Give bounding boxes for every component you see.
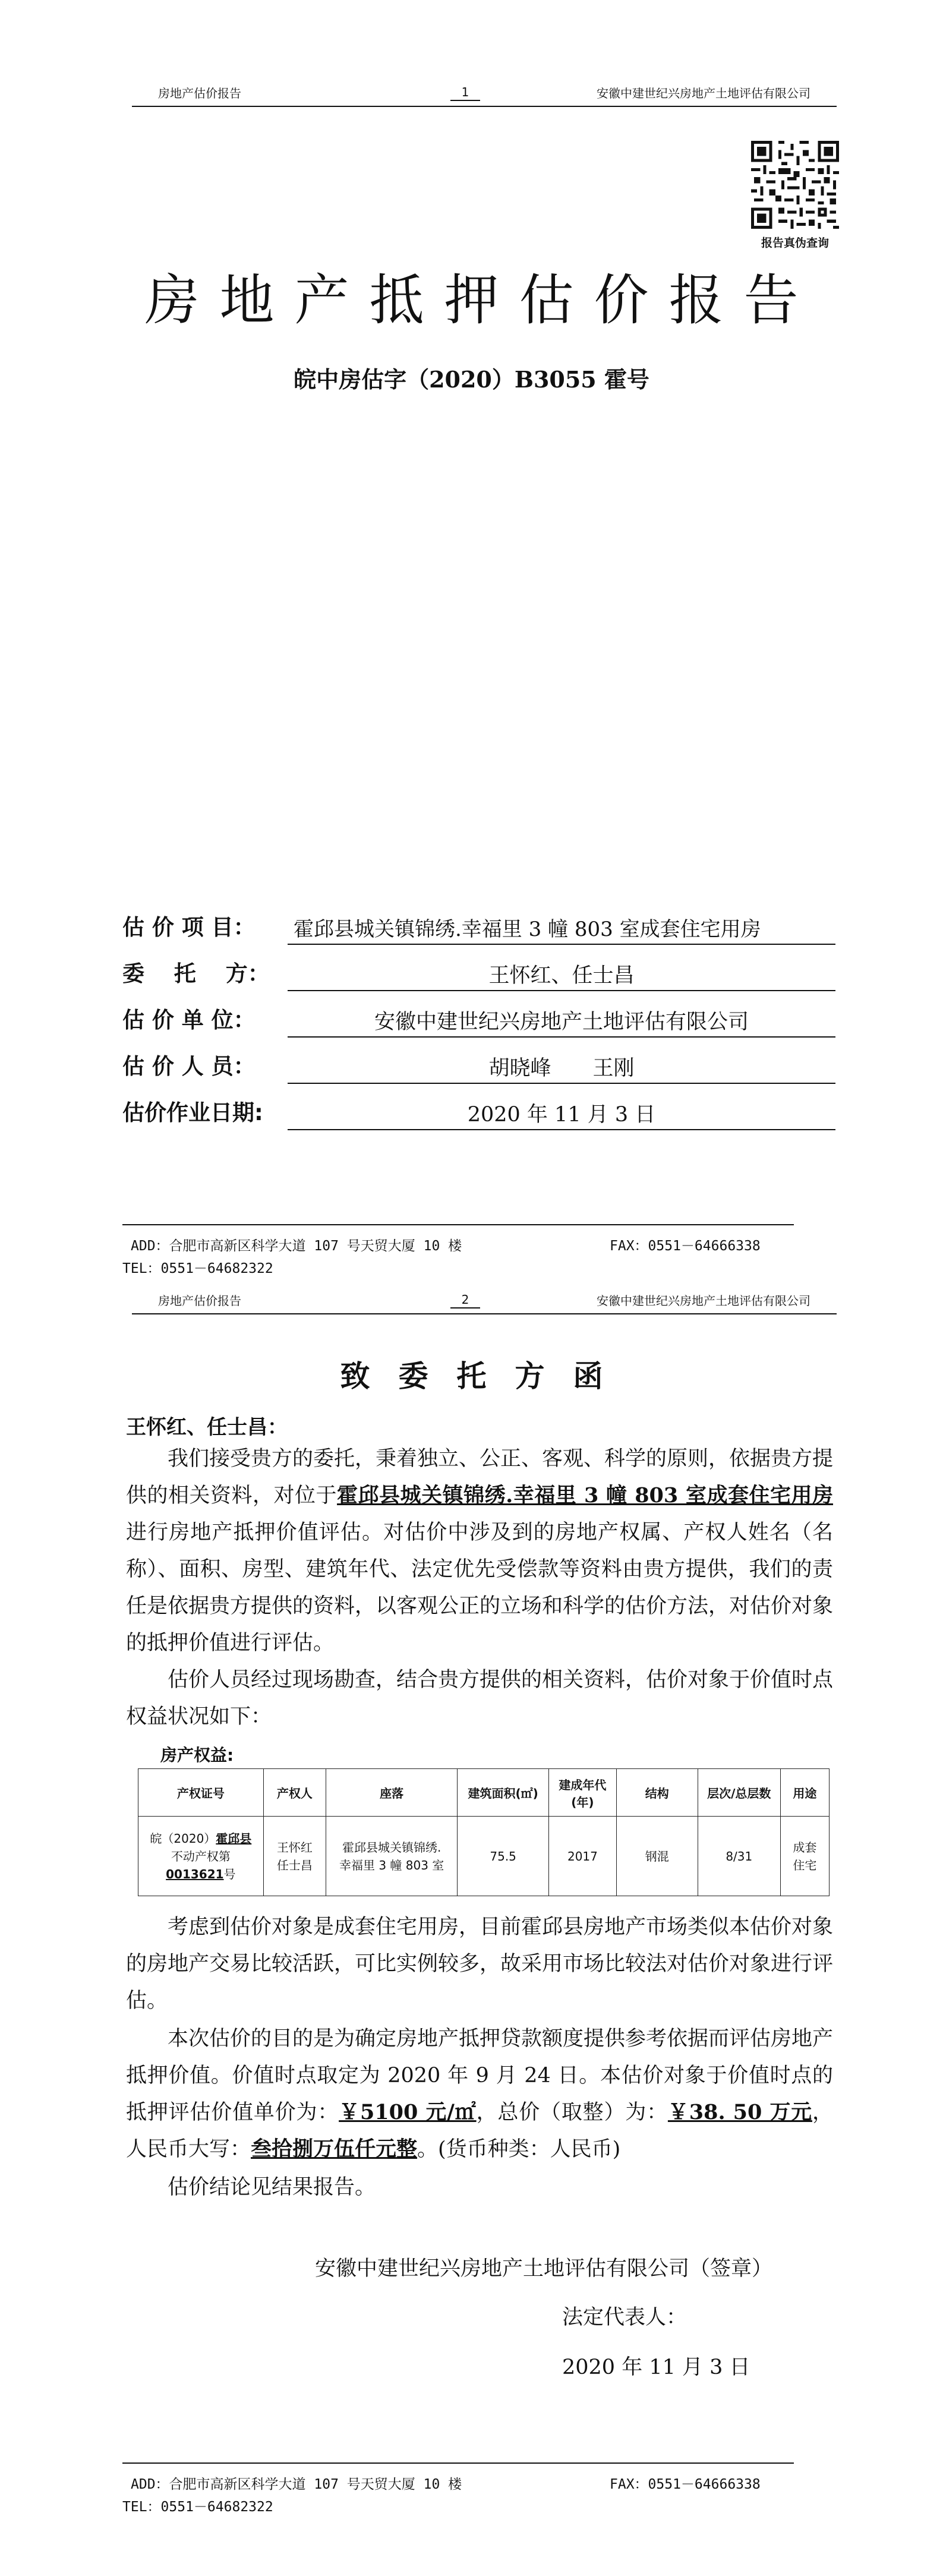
table-row [138, 1817, 830, 1896]
col-structure: 结构 [616, 1769, 698, 1817]
property-rights-table [138, 1768, 830, 1896]
header-page-number: 1 [450, 84, 480, 101]
field-work-date-value: 2020 年 11 月 3 日 [288, 1099, 835, 1130]
letter-title: 致委托方函 [340, 1359, 632, 1393]
header-company: 安徽中建世纪兴房地产土地评估有限公司 [597, 1294, 810, 1308]
cell-location [326, 1817, 458, 1896]
p4-text-c: ，人民币大写： [126, 2101, 833, 2161]
cell-owner [263, 1817, 326, 1896]
cover-page [0, 0, 943, 1284]
field-client-value: 王怀红、任士昌 [288, 960, 835, 991]
field-appraisers-value: 胡晓峰 王刚 [288, 1053, 835, 1084]
cell-structure: 钢混 [616, 1817, 698, 1896]
footer-tel: TEL：0551－64682322 [122, 2499, 273, 2515]
field-appraisers-label: 估 价 人 员： [122, 1054, 256, 1079]
cell-cert-no [138, 1817, 264, 1896]
field-appraiser-unit-label: 估 价 单 位： [122, 1007, 256, 1033]
header-report-type: 房地产估价报告 [158, 86, 241, 100]
company-signature: 安徽中建世纪兴房地产土地评估有限公司（签章） [315, 2257, 773, 2281]
letter-page [0, 1284, 943, 2576]
header-company: 安徽中建世纪兴房地产土地评估有限公司 [597, 86, 810, 100]
use-line-1: 成套 [793, 1840, 817, 1855]
cell-area: 75.5 [458, 1817, 549, 1896]
qr-verify-label: 报告真伪查询 [761, 237, 829, 250]
use-line-2: 住宅 [793, 1858, 817, 1872]
letter-paragraph-3: 考虑到估价对象是成套住宅用房，目前霍邱县房地产市场类似本估价对象的房地产交易比较活跃，可比实例较多，故采用市场比较法对估价对象进行评估。 [126, 1915, 834, 2013]
owner-2: 任士昌 [276, 1858, 313, 1872]
p4-total-price: ￥38. 50 万元 [667, 2100, 812, 2124]
cert-suffix: 号 [223, 1866, 236, 1881]
owner-1: 王怀红 [276, 1840, 313, 1855]
cell-year: 2017 [549, 1817, 617, 1896]
field-project-label: 估 价 项 目： [122, 915, 256, 940]
footer-address: ADD：合肥市高新区科学大道 107 号天贸大厦 10 楼 [131, 1238, 462, 1254]
table-header-row [138, 1769, 830, 1817]
report-number: 皖中房估字（2020）B3055 霍号 [294, 366, 649, 393]
col-floor: 层次/总层数 [698, 1769, 780, 1817]
cert-label: 不动产权第 [171, 1849, 231, 1864]
footer-fax: FAX：0551－64666338 [610, 2477, 761, 2492]
running-header [132, 76, 837, 107]
field-project [122, 909, 841, 945]
col-cert-no: 产权证号 [138, 1769, 264, 1817]
p4-unit-price: ￥5100 元/㎡ [339, 2100, 477, 2124]
table-caption: 房产权益: [160, 1745, 234, 1765]
field-appraisers [122, 1048, 841, 1084]
col-year: 建成年代(年) [549, 1769, 617, 1817]
cell-use [780, 1817, 829, 1896]
report-title: 房地产抵押估价报告 [144, 269, 819, 332]
footer-divider [122, 1224, 794, 1225]
letter-date: 2020 年 11 月 3 日 [562, 2356, 750, 2379]
qr-code-icon[interactable] [751, 141, 839, 229]
col-owner: 产权人 [263, 1769, 326, 1817]
letter-paragraph-5: 估价结论见结果报告。 [168, 2175, 376, 2199]
field-project-value: 霍邱县城关镇锦绣.幸福里 3 幢 803 室成套住宅用房 [288, 914, 835, 945]
cert-county: 霍邱县 [216, 1831, 252, 1846]
cell-floor: 8/31 [698, 1817, 780, 1896]
letter-paragraph-4 [126, 2020, 833, 2168]
field-appraiser-unit-value: 安徽中建世纪兴房地产土地评估有限公司 [288, 1007, 835, 1038]
location-line-2: 幸福里 3 幢 803 室 [339, 1858, 444, 1872]
legal-representative: 法定代表人： [562, 2306, 687, 2329]
header-report-type: 房地产估价报告 [158, 1294, 241, 1308]
col-location: 座落 [326, 1769, 458, 1817]
field-work-date-label: 估价作业日期: [122, 1100, 263, 1125]
p1-property-address: 霍邱县城关镇锦绣.幸福里 3 幢 803 室成套住宅用房 [337, 1483, 833, 1508]
p4-text-b: ，总价（取整）为： [476, 2101, 668, 2124]
cert-prefix: 皖（2020） [150, 1831, 216, 1846]
p4-amount-in-words: 叁拾捌万伍仟元整 [251, 2137, 418, 2161]
location-line-1: 霍邱县城关镇锦绣. [342, 1840, 441, 1855]
col-area: 建筑面积(㎡) [458, 1769, 549, 1817]
footer-fax: FAX：0551－64666338 [610, 1238, 761, 1254]
cert-number: 0013621 [166, 1866, 224, 1881]
footer-tel: TEL：0551－64682322 [122, 1261, 273, 1276]
running-header [132, 1284, 837, 1314]
p4-text-a: 本次估价的目的是为确定房地产抵押贷款额度提供参考依据而评估房地产抵押价值。价值时点取定为 2020 年 9 月 24 日。本估价对象于价值时点的抵押评估价值单价为： [126, 2027, 834, 2124]
p4-text-d: 。(货币种类：人民币) [417, 2137, 621, 2161]
field-work-date [122, 1095, 841, 1130]
letter-paragraph-2: 估价人员经过现场勘查，结合贵方提供的相关资料，估价对象于价值时点权益状况如下： [126, 1668, 834, 1729]
field-appraiser-unit [122, 1002, 841, 1038]
col-use: 用途 [780, 1769, 829, 1817]
field-client [122, 956, 841, 991]
footer-divider [122, 2463, 794, 2464]
p1-text-c: 进行房地产抵押价值评估。对估价中涉及到的房地产权属、产权人姓名（名称）、面积、房型、建筑年代、法定优先受偿款等资料由贵方提供，我们的责任是依据贵方提供的资料，以客观公正的立场和科学的估价方法，对估价对象的抵押价值进行评估。 [126, 1521, 834, 1655]
p1-text-a: 我们接受贵方的委托，秉着独立、公正、客观、科学的原则，依据贵方提供的相关资料，对位于 [126, 1447, 834, 1508]
footer-address: ADD：合肥市高新区科学大道 107 号天贸大厦 10 楼 [131, 2477, 462, 2492]
field-client-label: 委 托 方： [122, 961, 270, 986]
letter-paragraph-1 [126, 1440, 833, 1661]
letter-addressee: 王怀红、任士昌： [126, 1415, 288, 1439]
header-page-number: 2 [450, 1292, 480, 1309]
